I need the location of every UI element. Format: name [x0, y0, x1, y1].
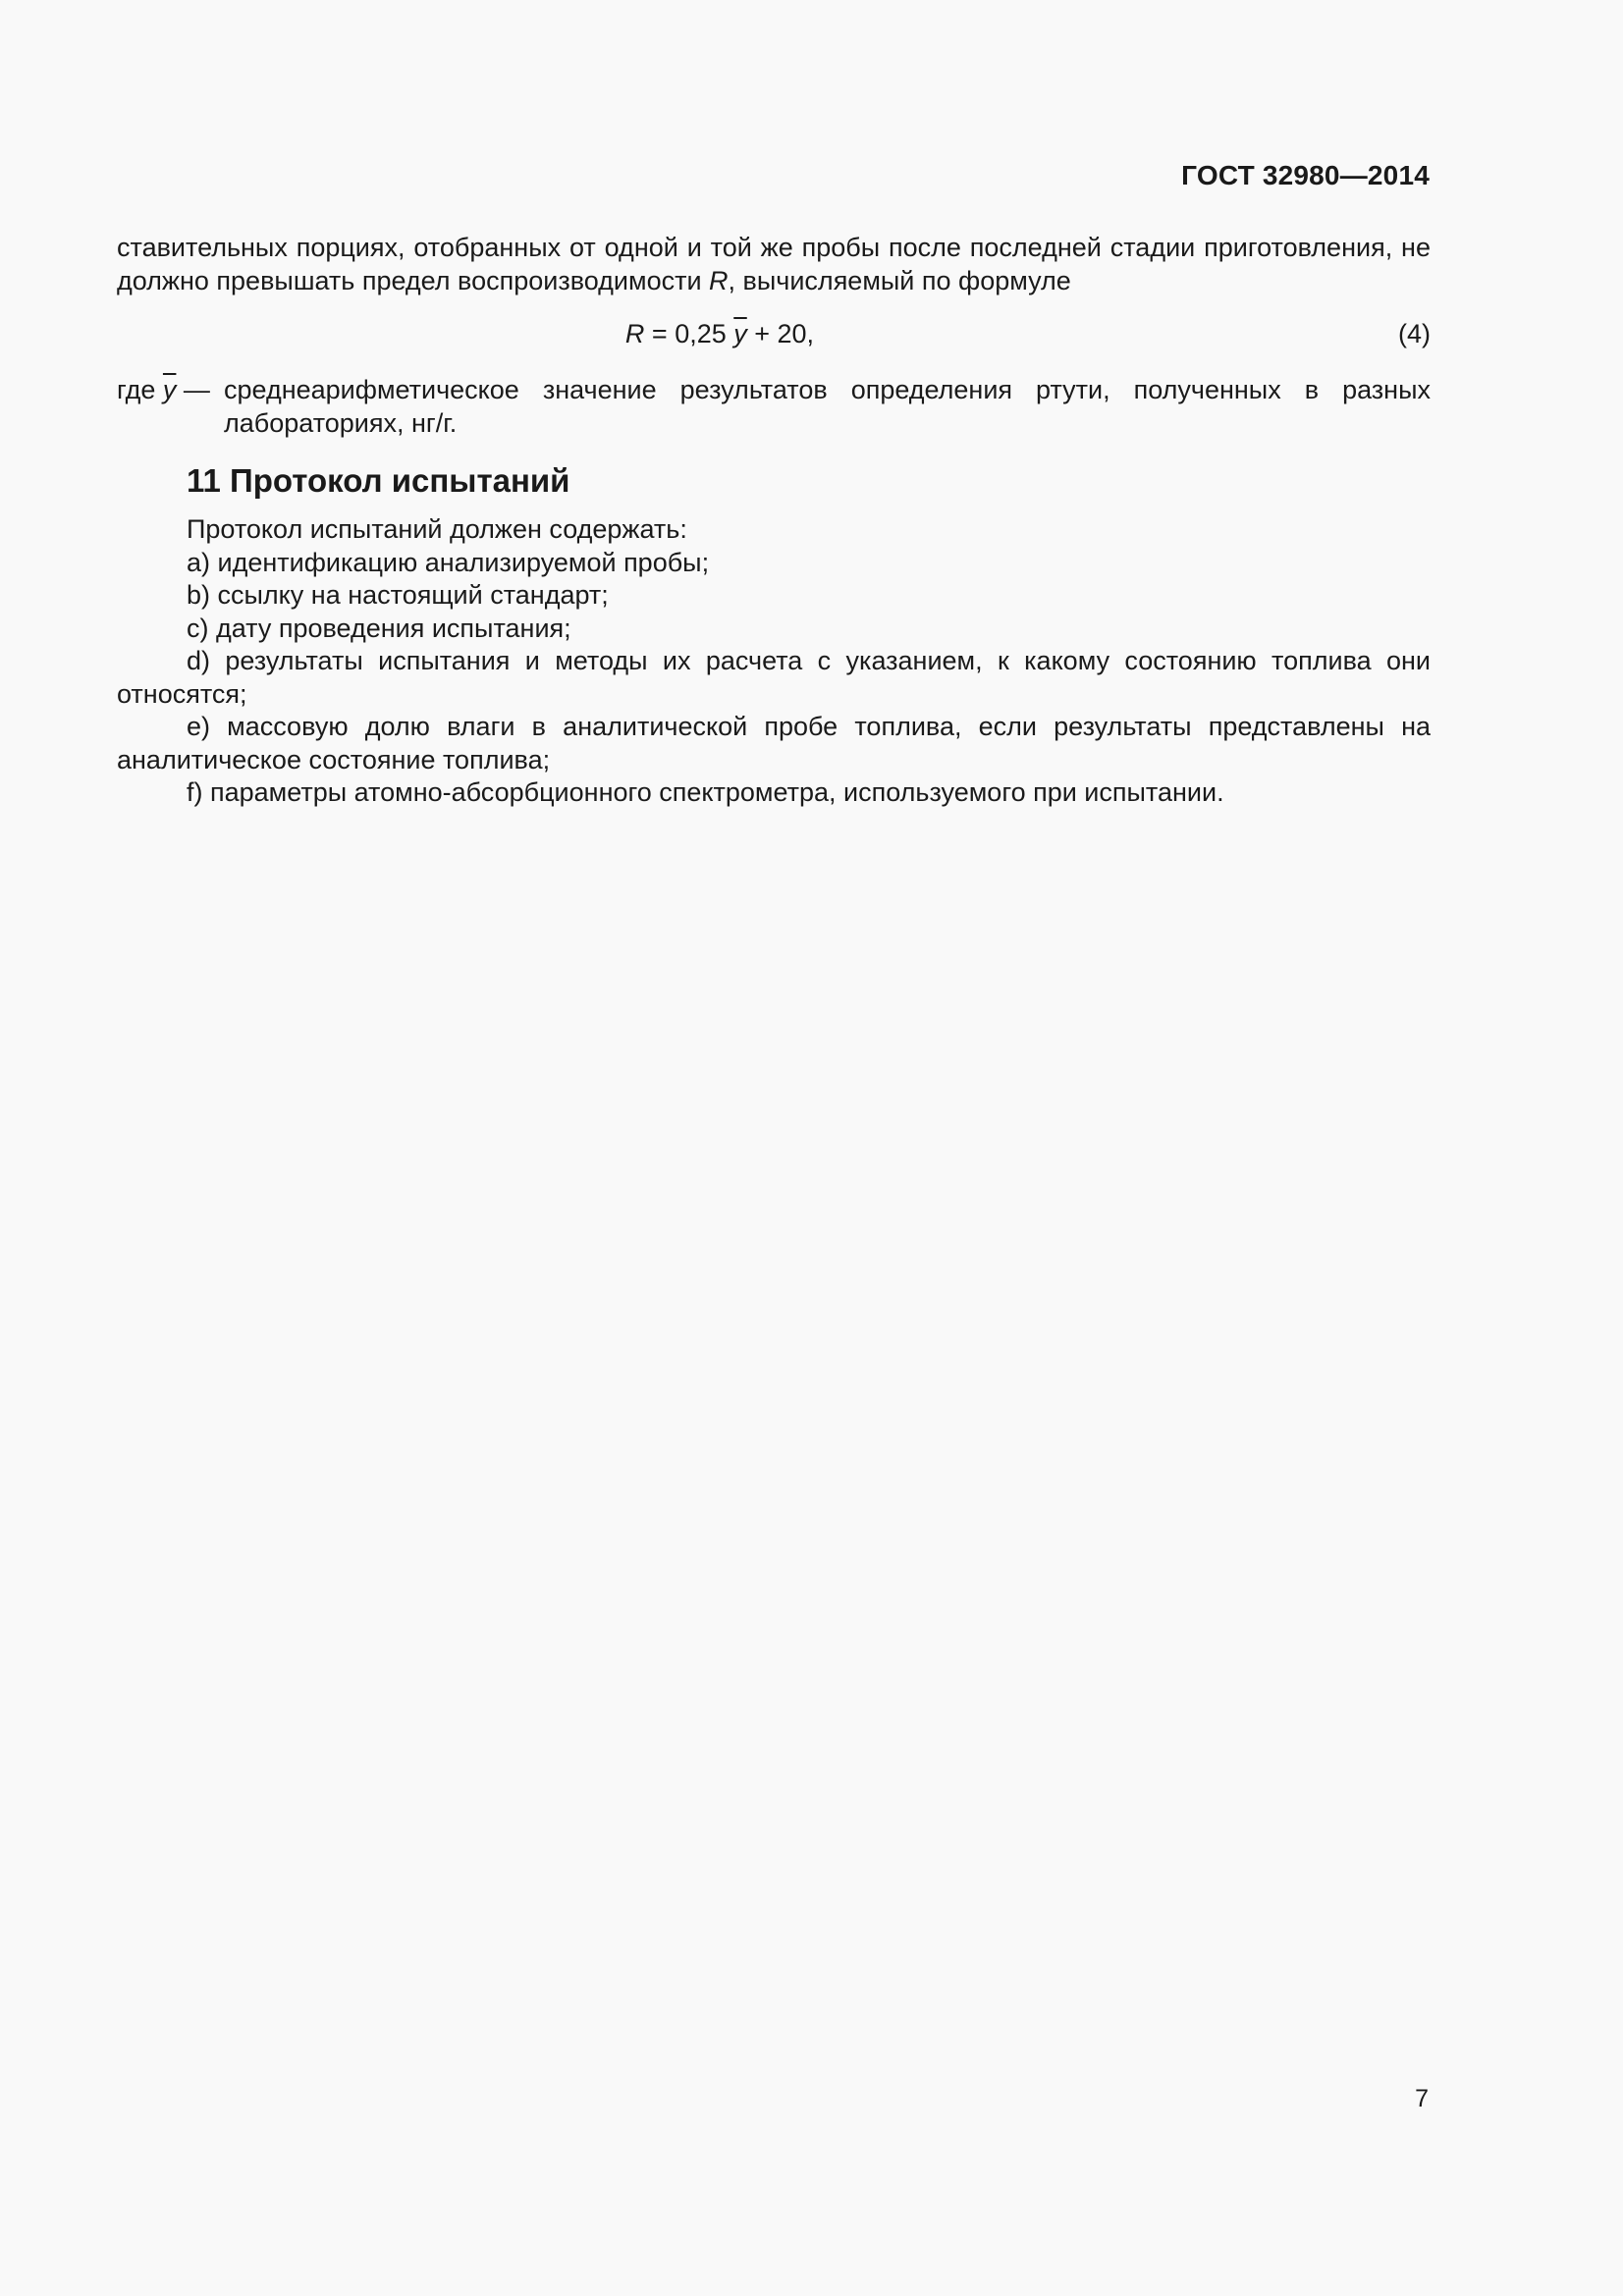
- intro-paragraph: [117, 231, 1431, 297]
- formula-rhs: + 20,: [746, 319, 815, 348]
- protocol-intro: Протокол испытаний должен содержать:: [187, 514, 687, 544]
- list-item: f) параметры атомно-абсорбционного спектрометра, используемого при испытании.: [187, 777, 1224, 807]
- where-text: среднеарифметическое значение результатов определения ртути, полученных в разных лабораториях, нг/г.: [224, 375, 1431, 438]
- list-item: b) ссылку на настоящий стандарт;: [187, 580, 609, 610]
- where-variable: $\overline{y}$: [162, 375, 177, 404]
- formula-coefficient: = 0,25: [644, 319, 734, 348]
- list-item: a) идентификацию анализируемой пробы;: [187, 547, 710, 577]
- intro-paragraph-tail: , вычисляемый по формуле: [728, 266, 1071, 295]
- formula-y-bar: $\overline{y}$: [733, 319, 747, 348]
- protocol-list: [117, 513, 1431, 810]
- list-item: e) массовую долю влаги в аналитической пробе топлива, если результаты представлены на аналитическое состояние топлива;: [117, 712, 1431, 774]
- formula-lhs: R: [624, 319, 645, 348]
- section-heading: 11 Протокол испытаний: [187, 462, 570, 499]
- list-item: d) результаты испытания и методы их расчета с указанием, к какому состоянию топлива они относятся;: [117, 646, 1431, 709]
- standard-code-header: ГОСТ 32980—2014: [1181, 160, 1430, 190]
- where-dash: —: [176, 375, 210, 404]
- intro-paragraph-text: ставительных порциях, отобранных от одной и той же пробы после последней стадии приготовления, не должно превышать предел воспроизводимости: [117, 233, 1431, 295]
- page-number: 7: [1415, 2085, 1429, 2112]
- where-prefix: где: [117, 375, 163, 404]
- formula-block: [117, 317, 1431, 352]
- list-item: c) дату проведения испытания;: [187, 613, 571, 643]
- formula-expression: [117, 317, 1431, 350]
- intro-variable-r: R: [709, 266, 729, 295]
- where-label: [117, 373, 210, 406]
- formula-number: (4): [1398, 319, 1431, 348]
